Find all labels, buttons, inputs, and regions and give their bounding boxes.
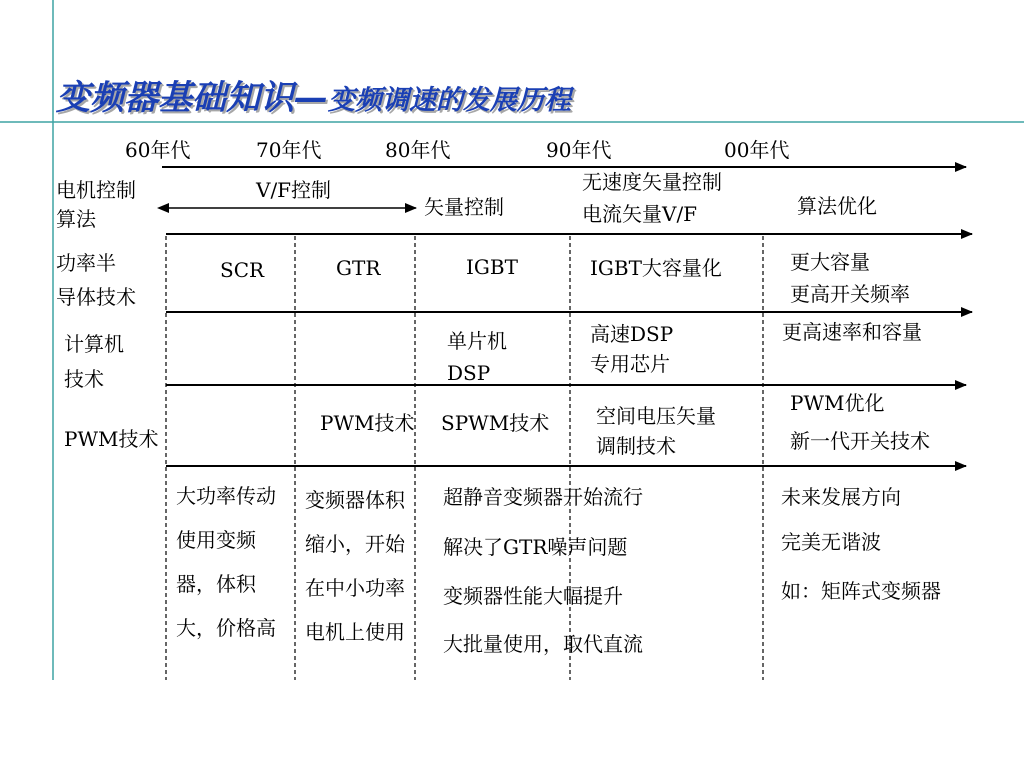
title-sub: 变频调速的发展历程: [328, 85, 571, 116]
pwm: PWM技术: [320, 411, 415, 435]
summary-col3-line4: 大批量使用，取代直流: [443, 632, 643, 656]
summary-col3-line2: 解决了GTR噪声问题: [443, 535, 628, 559]
summary-col2: 变频器体积缩小，开始在中小功率电机上使用: [305, 488, 405, 644]
decade-00s: 00年代: [724, 138, 790, 162]
row-motor-label-2: 算法: [56, 207, 96, 231]
row-pwm-label: PWM技术: [64, 427, 159, 451]
summary-col4-line2: 完美无谐波: [781, 530, 881, 554]
dedicated-chip: 专用芯片: [590, 352, 670, 376]
row-computer-label-2: 技术: [64, 367, 104, 391]
higher-rate-capacity: 更高速率和容量: [782, 320, 922, 344]
high-speed-dsp: 高速DSP: [590, 322, 674, 346]
summary-col4-line1: 未来发展方向: [781, 485, 901, 509]
svpwm-1: 空间电压矢量: [596, 404, 716, 428]
igbt: IGBT: [466, 255, 518, 279]
decade-70s: 70年代: [256, 138, 322, 162]
spwm: SPWM技术: [441, 411, 550, 435]
decade-60s: 60年代: [125, 138, 191, 162]
row-computer-label-1: 计算机: [64, 332, 124, 356]
gtr: GTR: [336, 256, 381, 280]
summary-col4-line3: 如：矩阵式变频器: [781, 579, 941, 603]
larger-capacity: 更大容量: [790, 250, 870, 274]
title-main: 变频器基础知识: [56, 78, 294, 118]
dsp: DSP: [447, 361, 491, 385]
decade-90s: 90年代: [546, 138, 612, 162]
igbt-large-capacity: IGBT大容量化: [590, 256, 722, 280]
decade-80s: 80年代: [385, 138, 451, 162]
vector-control: 矢量控制: [424, 195, 504, 219]
higher-switching-frequency: 更高开关频率: [790, 282, 910, 306]
new-switching-tech: 新一代开关技术: [790, 429, 930, 453]
algorithm-optimization: 算法优化: [797, 194, 877, 218]
sensorless-vector-2: 电流矢量V/F: [582, 202, 698, 226]
title-dash: —: [294, 78, 328, 118]
mcu: 单片机: [447, 329, 507, 353]
row-motor-label-1: 电机控制: [56, 178, 136, 202]
summary-col3-line1: 超静音变频器开始流行: [443, 485, 643, 509]
scr: SCR: [220, 258, 265, 282]
page-title: [56, 70, 571, 119]
svpwm-2: 调制技术: [596, 434, 676, 458]
row-power-label-2: 导体技术: [56, 285, 136, 309]
sensorless-vector-1: 无速度矢量控制: [582, 170, 722, 194]
row-power-label-1: 功率半: [56, 251, 116, 275]
pwm-optimization: PWM优化: [790, 391, 885, 415]
summary-col3-line3: 变频器性能大幅提升: [443, 584, 623, 608]
vf-control: V/F控制: [256, 178, 332, 202]
summary-col1: 大功率传动使用变频器，体积大，价格高: [176, 484, 276, 640]
